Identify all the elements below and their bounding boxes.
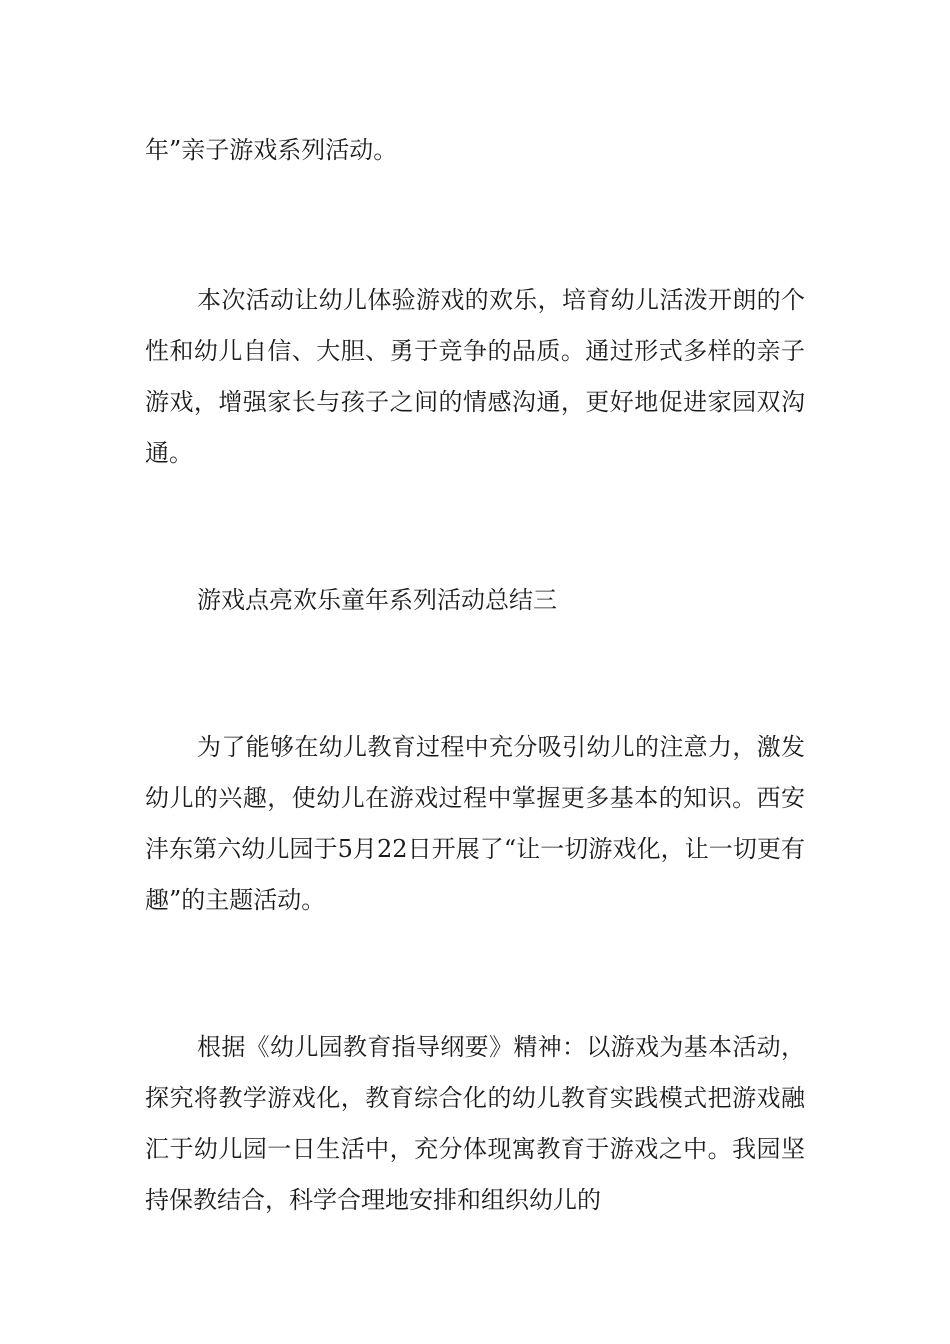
paragraph-event-intro: 为了能够在幼儿教育过程中充分吸引幼儿的注意力，激发幼儿的兴趣，使幼儿在游戏过程中掌握更多基本的知识。西安沣东第六幼儿园于5月22日开展了“让一切游戏化，让一切更有趣”的主题活动。: [145, 733, 805, 914]
section-heading: 游戏点亮欢乐童年系列活动总结三: [197, 586, 557, 614]
paragraph-continuation: 年”亲子游戏系列活动。: [145, 136, 398, 164]
paragraph-activity-purpose: 本次活动让幼儿体验游戏的欢乐，培育幼儿活泼开朗的个性和幼儿自信、大胆、勇于竞争的品质。通过形式多样的亲子游戏，增强家长与孩子之间的情感沟通，更好地促进家园双沟通。: [145, 286, 805, 467]
paragraph-guidelines: 根据《幼儿园教育指导纲要》精神：以游戏为基本活动，探究将教学游戏化，教育综合化的幼儿教育实践模式把游戏融汇于幼儿园一日生活中，充分体现寓教育于游戏之中。我园坚持保教结合，科学合理地安排和组织幼儿的: [145, 1033, 805, 1214]
